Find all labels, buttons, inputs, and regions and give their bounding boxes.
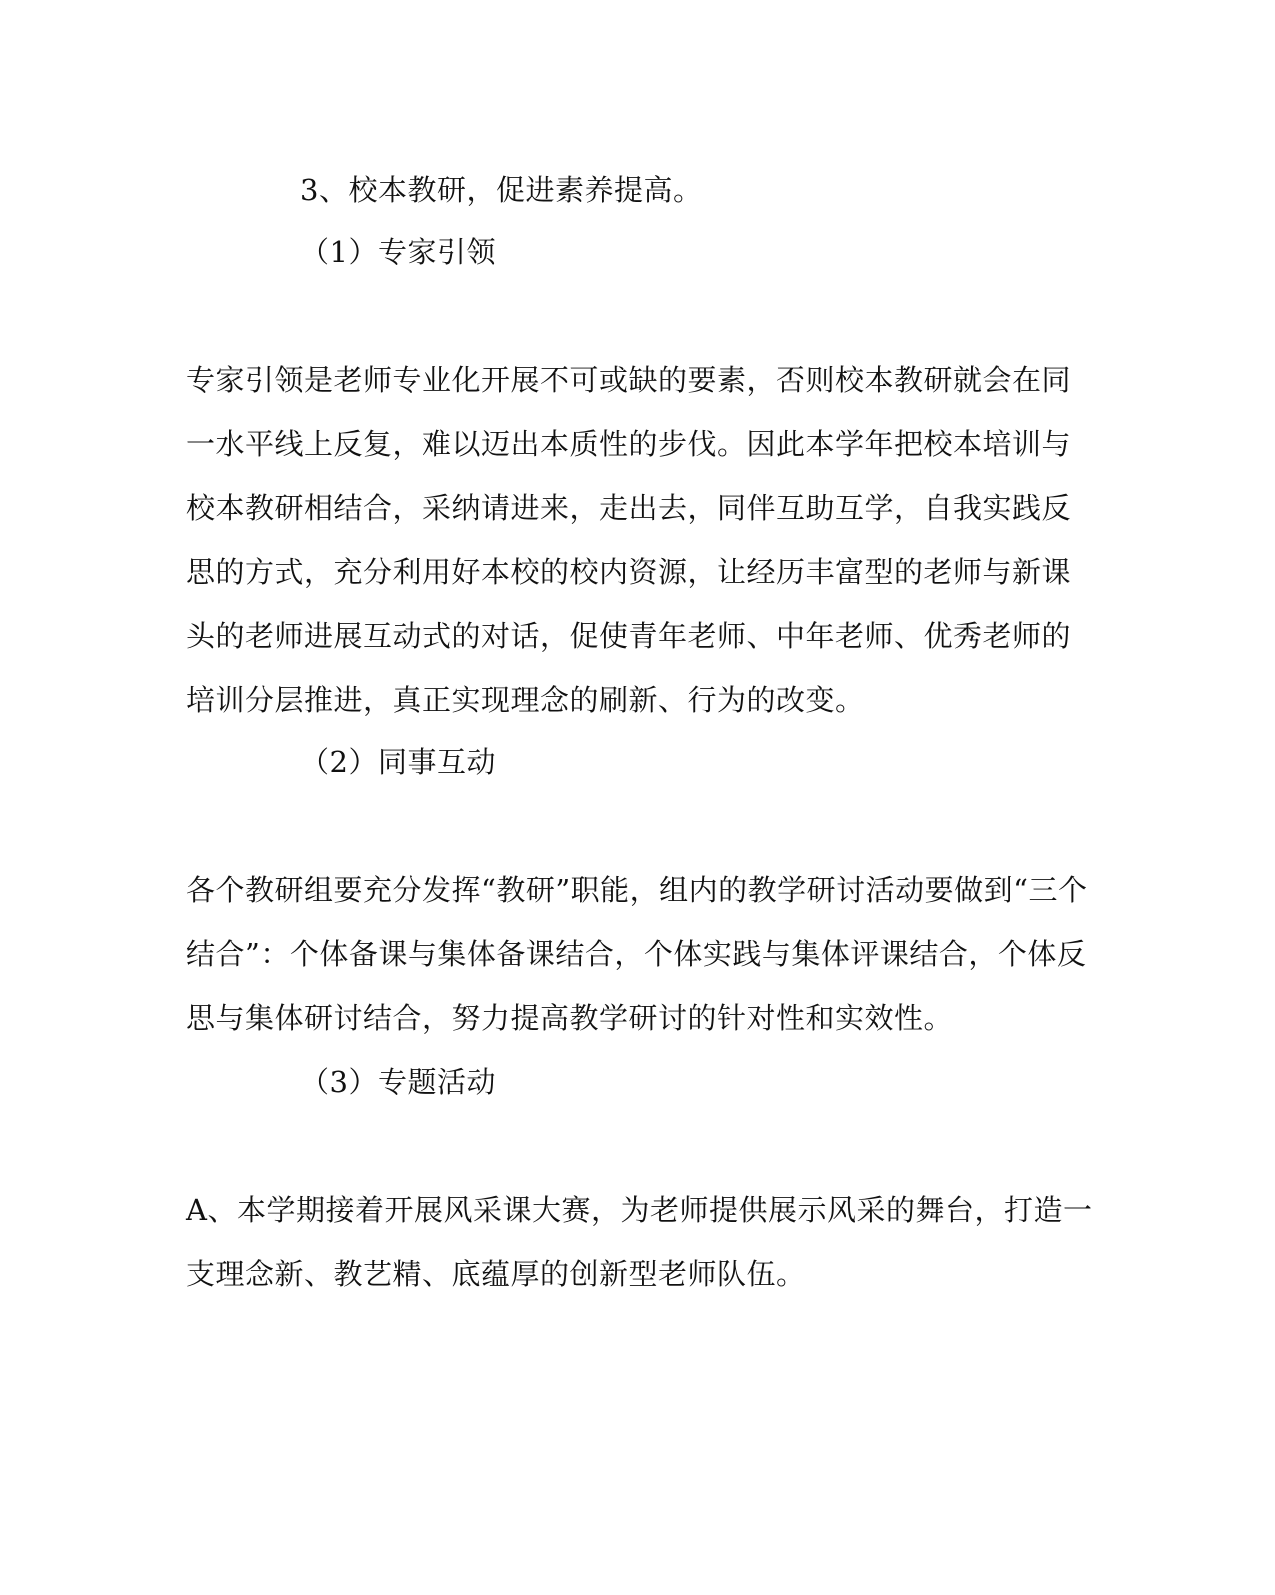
paragraph-line: 各个教研组要充分发挥“教研”职能，组内的教学研讨活动要做到“三个 bbox=[186, 873, 1088, 907]
paragraph-line: 结合”：个体备课与集体备课结合，个体实践与集体评课结合，个体反 bbox=[186, 937, 1087, 971]
paragraph-line: 培训分层推进，真正实现理念的刷新、行为的改变。 bbox=[186, 683, 865, 717]
paragraph-line: A、本学期接着开展风采课大赛，为老师提供展示风采的舞台，打造一 bbox=[186, 1193, 1093, 1227]
paragraph-line: 专家引领是老师专业化开展不可或缺的要素，否则校本教研就会在同 bbox=[186, 363, 1072, 397]
subsection-title-1: （1）专家引领 bbox=[300, 235, 496, 269]
paragraph-line: 思的方式，充分利用好本校的校内资源，让经历丰富型的老师与新课 bbox=[186, 555, 1072, 589]
paragraph-line: 支理念新、教艺精、底蕴厚的创新型老师队伍。 bbox=[186, 1257, 806, 1291]
paragraph-line: 思与集体研讨结合，努力提高教学研讨的针对性和实效性。 bbox=[186, 1001, 954, 1035]
paragraph-line: 头的老师进展互动式的对话，促使青年老师、中年老师、优秀老师的 bbox=[186, 619, 1072, 653]
paragraph-line: 一水平线上反复，难以迈出本质性的步伐。因此本学年把校本培训与 bbox=[186, 427, 1072, 461]
section-title: 3、校本教研，促进素养提高。 bbox=[300, 173, 703, 207]
subsection-title-2: （2）同事互动 bbox=[300, 745, 496, 779]
subsection-title-3: （3）专题活动 bbox=[300, 1065, 496, 1099]
paragraph-line: 校本教研相结合，采纳请进来，走出去，同伴互助互学，自我实践反 bbox=[186, 491, 1072, 525]
